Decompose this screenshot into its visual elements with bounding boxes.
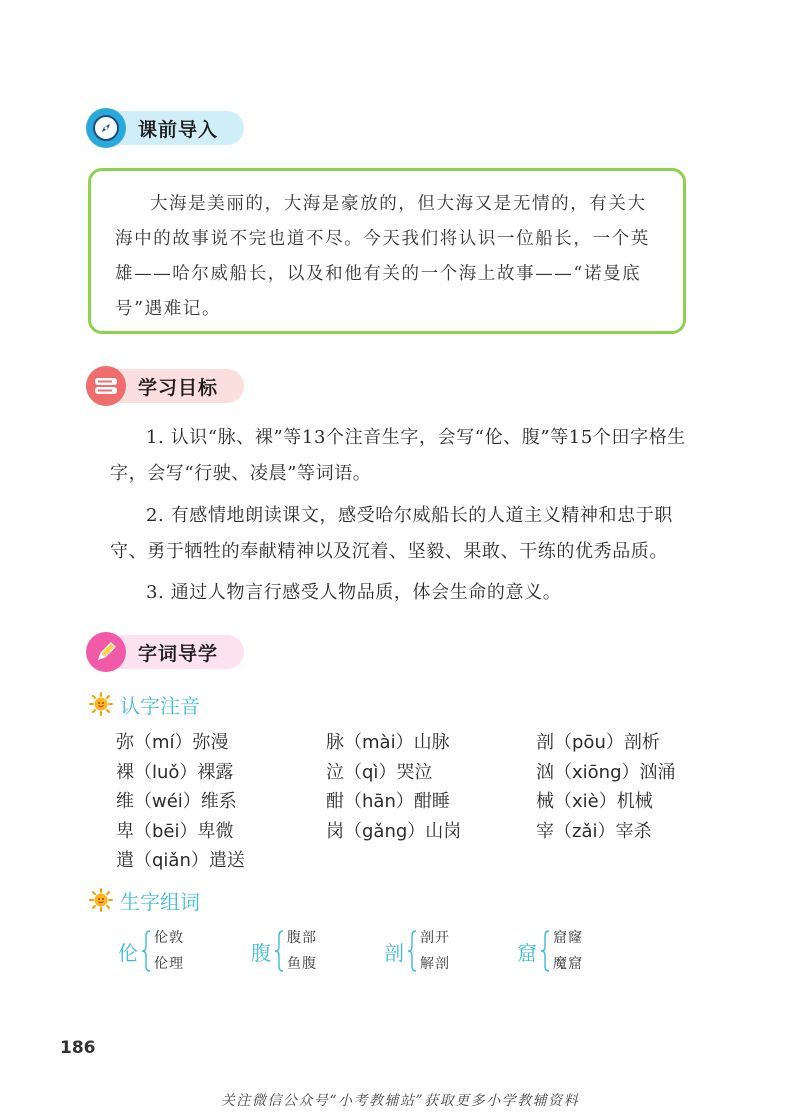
entry-pinyin: mí [152, 732, 175, 753]
pinyin-entry [326, 787, 536, 817]
pinyin-entry [326, 817, 536, 847]
pinyin-entry [326, 728, 536, 758]
pinyin-entry [536, 817, 726, 847]
entry-char: 岗 [326, 820, 344, 842]
entry-pinyin: wéi [152, 791, 183, 812]
entry-word: 卑微 [197, 820, 234, 842]
entry-word: 山脉 [413, 732, 450, 753]
combo-word: 伦理 [154, 956, 184, 972]
combo-word: 窟窿 [553, 930, 583, 946]
combo-words [420, 928, 450, 974]
entry-pinyin: mài [362, 732, 396, 753]
paren: ） [378, 761, 397, 783]
combo-group [384, 926, 517, 976]
combo-word: 剖开 [420, 930, 450, 946]
paren: （ [134, 732, 152, 753]
pinyin-entry [116, 787, 326, 817]
paren: （ [134, 820, 152, 842]
section-title: 学习目标 [138, 376, 219, 399]
paren: ） [174, 732, 193, 753]
subhead-title: 生字组词 [120, 889, 200, 914]
entry-char: 宰 [536, 820, 554, 842]
pinyin-entry [116, 728, 326, 758]
subhead-combos [88, 886, 200, 914]
pinyin-entry [116, 817, 326, 847]
paren: ） [621, 761, 640, 783]
paren: （ [134, 850, 152, 871]
section-title: 课前导入 [138, 118, 219, 141]
entry-word: 酣睡 [413, 791, 450, 812]
combo-group [118, 926, 251, 976]
combo-char: 腹 [251, 940, 271, 965]
pinyin-entry [116, 758, 326, 788]
entry-pinyin: qì [362, 761, 379, 783]
entry-word: 维系 [200, 791, 237, 812]
sun-icon [88, 691, 114, 717]
goal-item-3: 3. 通过人物言行感受人物品质，体会生命的意义。 [146, 582, 562, 603]
entry-pinyin: pōu [572, 732, 606, 753]
section-header-words [86, 632, 218, 672]
paren: ） [407, 820, 426, 842]
paren: （ [344, 732, 362, 753]
entry-char: 卑 [116, 820, 134, 842]
paren: （ [134, 761, 152, 783]
pinyin-grid [116, 728, 716, 876]
entry-pinyin: xiōng [572, 761, 622, 783]
paren: （ [344, 791, 362, 812]
paren: ） [395, 732, 414, 753]
goal-item-2: 2. 有感情地朗读课文，感受哈尔威船长的人道主义精神和忠于职守、勇于牺牲的奉献精神以及沉着、坚毅、果敢、干练的优秀品质。 [110, 505, 673, 562]
paren: ） [395, 791, 414, 812]
entry-char: 弥 [116, 732, 134, 753]
entry-pinyin: zǎi [572, 820, 598, 842]
entry-char: 裸 [116, 761, 134, 783]
paren: （ [344, 820, 362, 842]
entry-pinyin: gǎng [362, 820, 408, 842]
entry-pinyin: luǒ [152, 761, 180, 783]
entry-word: 山岗 [425, 820, 462, 842]
paren: ） [182, 791, 201, 812]
footer-note: 关注微信公众号“小考教辅站”获取更多小学教辅资料 [220, 1093, 580, 1109]
subhead-title: 认字注音 [120, 693, 200, 718]
entry-word: 汹涌 [639, 761, 676, 783]
entry-char: 汹 [536, 761, 554, 783]
combo-words [287, 928, 317, 974]
pinyin-entry [326, 758, 536, 788]
combo-word: 解剖 [420, 956, 450, 972]
entry-char: 剖 [536, 732, 554, 753]
brace-icon [141, 930, 151, 972]
entry-char: 酣 [326, 791, 344, 812]
combo-word: 魔窟 [553, 956, 583, 972]
paren: （ [554, 732, 572, 753]
paren: ） [190, 850, 209, 871]
entry-word: 宰杀 [615, 820, 652, 842]
pinyin-entry [536, 758, 726, 788]
subhead-pinyin [88, 690, 200, 718]
goal-item-1: 1. 认识“脉、裸”等13个注音生字，会写“伦、腹”等15个田字格生字，会写“行驶、凌晨”等词语。 [110, 427, 686, 484]
entry-char: 遣 [116, 850, 134, 871]
compass-icon [86, 108, 126, 148]
book-stack-icon [86, 366, 126, 406]
combo-char: 窟 [517, 940, 537, 965]
entry-word: 机械 [616, 791, 653, 812]
brace-icon [540, 930, 550, 972]
combo-word: 腹部 [287, 930, 317, 946]
entry-pinyin: hān [362, 791, 396, 812]
entry-word: 裸露 [197, 761, 234, 783]
entry-char: 械 [536, 791, 554, 812]
entry-word: 遣送 [208, 850, 245, 871]
pencil-icon [86, 632, 126, 672]
section-title: 字词导学 [138, 642, 219, 665]
entry-word: 哭泣 [396, 761, 433, 783]
entry-word: 弥漫 [192, 732, 229, 753]
paren: （ [554, 761, 572, 783]
entry-pinyin: xiè [572, 791, 599, 812]
entry-char: 维 [116, 791, 134, 812]
paren: ） [605, 732, 624, 753]
paren: （ [554, 820, 572, 842]
paren: （ [134, 791, 152, 812]
section-header-goals [86, 366, 218, 406]
brace-icon [407, 930, 417, 972]
paren: ） [179, 820, 198, 842]
paren: ） [597, 820, 616, 842]
combo-group [517, 926, 650, 976]
section-header-intro [86, 108, 218, 148]
combo-words [154, 928, 184, 974]
paren: ） [598, 791, 617, 812]
brace-icon [274, 930, 284, 972]
pinyin-entry [536, 728, 726, 758]
intro-text: 大海是美丽的，大海是豪放的，但大海又是无情的，有关大海中的故事说不完也道不尽。今天我们将认识一位船长，一个英雄——哈尔威船长，以及和他有关的一个海上故事——“诺曼底号”遇难记。 [115, 194, 650, 319]
paren: （ [344, 761, 362, 783]
combo-char: 剖 [384, 940, 404, 965]
page-number: 186 [60, 1038, 96, 1058]
combo-row [118, 926, 678, 976]
entry-char: 泣 [326, 761, 344, 783]
combo-word: 伦敦 [154, 930, 184, 946]
paren: ） [179, 761, 198, 783]
combo-char: 伦 [118, 940, 138, 965]
combo-group [251, 926, 384, 976]
combo-word: 鱼腹 [287, 956, 317, 972]
entry-pinyin: qiǎn [152, 850, 191, 871]
sun-icon [88, 887, 114, 913]
intro-box [88, 168, 686, 334]
entry-word: 剖析 [623, 732, 660, 753]
pinyin-entry [536, 787, 726, 817]
paren: （ [554, 791, 572, 812]
pinyin-entry [116, 846, 326, 876]
entry-pinyin: bēi [152, 820, 180, 842]
entry-char: 脉 [326, 732, 344, 753]
combo-words [553, 928, 583, 974]
